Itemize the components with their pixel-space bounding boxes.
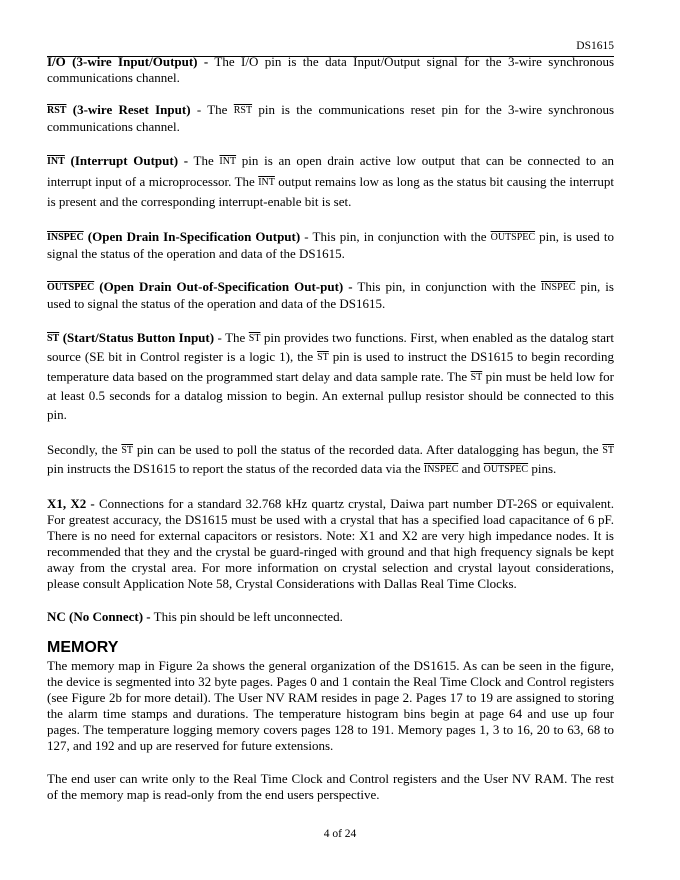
memory-paragraph-1: The memory map in Figure 2a shows the general organization of the DS1615. As can be seen in the figure, the device is segmented into 32 byte pages. Pages 0 and 1 contain the Real Time Clock and Control registers (see Figure 2b for more detail). The User NV RAM resides in page 2. Pages 17 to 19 are assigned to storing the alarm time stamps and durations. The temperature histogram bins begin at page 64 and use up four pages. The temperature logging memory covers pages 128 to 191. Memory pages 1, 3 to 16, 20 to 63, 68 to 127, and 192 and up are reserved for future extensions.: [47, 658, 614, 753]
outspec-term: OUTSPEC (Open Drain Out-of-Specification Out-put) -: [47, 278, 353, 294]
st-term: $\overline{ST}$ (Start/Status Button Input): [47, 329, 215, 345]
x1-x2-pin-description: X1, X2 - Connections for a standard 32.768 kHz quartz crystal, Daiwa part number DT-26S or equivalent. For greatest accuracy, the DS1615 must be used with a crystal that has a specified load capacitance of 6 pF. There is no need for external capacitors or resistors. Note: X1 and X2 are very high impedance nodes. It is recommended that they and the crystal be guard-ringed with ground and that high frequency signals be kept away from the crystal area. For more information on crystal selection and crystal layout considerations, please consult Application Note 58, Crystal Considerations with Dallas Real Time Clocks.: [47, 496, 614, 591]
inspec-term: INSPEC (Open Drain In-Specification Output): [47, 228, 301, 244]
io-term: I/O (3-wire Input/Output) -: [47, 54, 209, 69]
st-pin-description: $\overline{ST}$ (Start/Status Button Input) - The $\overline{ST}$ pin provides two functions. First, when enabled as the datalog start source (SE bit in Control register is a logic 1), the $\overline{ST}$ pin is used to instruct the DS1615 to begin recording temperature data based on the programmed start delay and data sample rate. The $\overline{ST}$ pin must be held low for at least 0.5 seconds for a datalog mission to begin. An external pullup resistor should be connected to this pin.: [47, 329, 614, 422]
page-content: [47, 54, 614, 820]
rst-pin-description: $\overline{RST}$ (3-wire Reset Input) - The $\overline{RST}$ pin is the communications reset pin for the 3-wire synchronous communications channel.: [47, 102, 615, 134]
nc-term: NC (No Connect) -: [47, 609, 151, 624]
int-pin-description: $\overline{INT}$ (Interrupt Output) - The $\overline{INT}$ pin is an open drain active low output that can be connected to an interrupt input of a microprocessor. The $\overline{INT}$ output remains low as long as the status bit causing the interrupt is present and the corresponding interrupt-enable bit is set.: [47, 153, 614, 209]
int-term: $\overline{INT}$ (Interrupt Output) -: [47, 153, 189, 168]
nc-pin-description: NC (No Connect) - This pin should be left unconnected.: [47, 609, 343, 624]
page-number: 4 of 24: [323, 828, 357, 840]
outspec-pin-description: OUTSPEC (Open Drain Out-of-Specification Out-put) - This pin, in conjunction with the INSPEC pin, is used to signal the status of the operation and data of the DS1615.: [47, 278, 614, 311]
x1-x2-term: X1, X2 -: [47, 496, 95, 511]
st-second-function: Secondly, the $\overline{ST}$ pin can be used to poll the status of the recorded data. After datalogging has begun, the $\overline{ST}$ pin instructs the DS1615 to report the status of the recorded data via the INSPEC and OUTSPEC pins.: [47, 442, 614, 476]
inspec-pin-description: INSPEC (Open Drain In-Specification Output) - This pin, in conjunction with the OUTSPEC pin, is used to signal the status of the operation and data of the DS1615.: [47, 228, 614, 261]
header-part-number: DS1615: [576, 40, 614, 52]
rst-term: $\overline{RST}$ (3-wire Reset Input): [47, 102, 191, 117]
memory-heading: MEMORY: [47, 639, 119, 656]
io-pin-description: I/O (3-wire Input/Output) - The I/O pin is the data Input/Output signal for the 3-wire synchronous communications channel.: [47, 54, 614, 85]
memory-paragraph-2: The end user can write only to the Real Time Clock and Control registers and the User NV RAM. The rest of the memory map is read-only from the end users perspective.: [47, 771, 614, 802]
